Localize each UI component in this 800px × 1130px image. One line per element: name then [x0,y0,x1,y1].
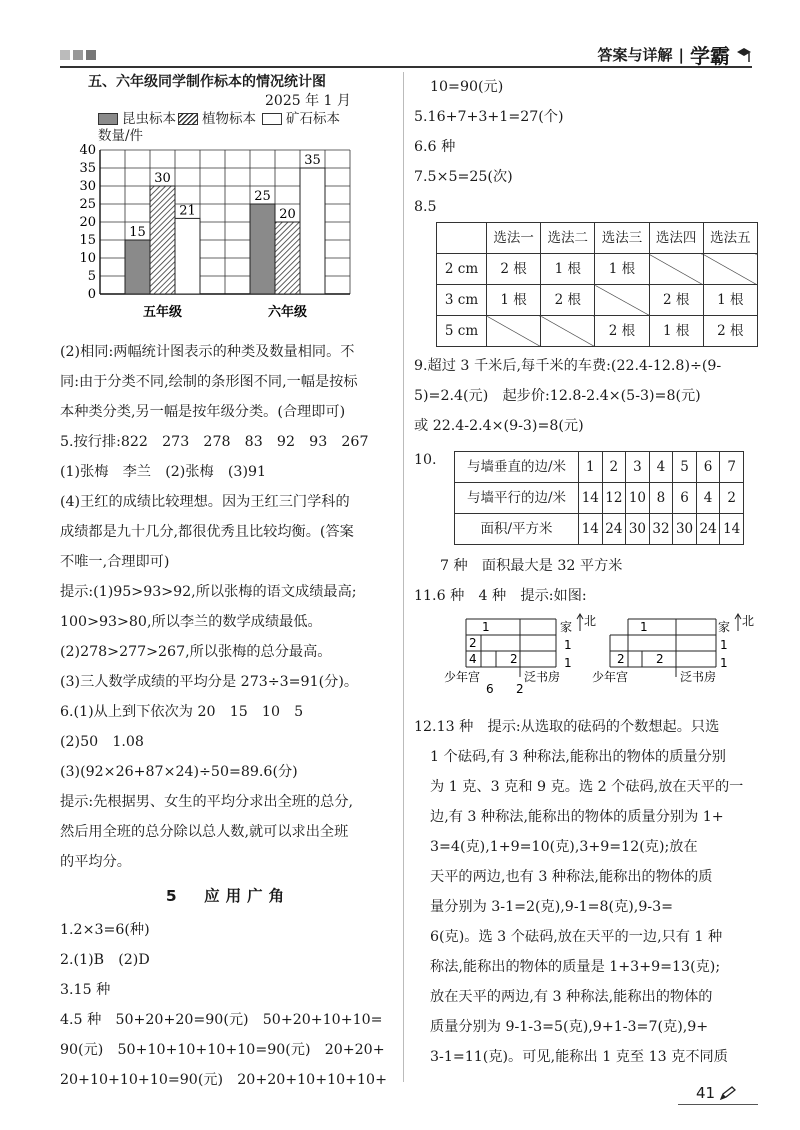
table-cell: 选法一 [487,223,541,254]
text-line: (1)张梅 李兰 (2)张梅 (3)91 [60,464,267,480]
text-line: (3)三人数学成绩的平均分是 273÷3=91(分)。 [60,674,359,690]
page-header [598,40,753,69]
table-cell: 与墙平行的边/米 [455,483,579,514]
route-num: 4 [469,652,477,666]
route-num: 1 [720,638,728,652]
route-num: 1 [640,620,648,634]
text-line: (2)50 1.08 [60,734,144,750]
hint-line: 提示:(1)95>93>92,所以张梅的语文成绩最高; [60,584,357,600]
route-num: 2 [656,652,664,666]
legend-insect: 昆虫标本 [122,111,176,127]
route-diagram-left [466,619,556,677]
left-answers-1 [60,337,396,877]
pencil-icon [719,1085,737,1101]
route-num: 2 [510,652,518,666]
page-number [696,1084,737,1102]
header-brand: 学霸 [690,44,730,68]
text-line: 边,有 3 种称法,能称出的物体的质量分别为 1+ [430,809,724,825]
data-label: 21 [179,203,196,219]
left-column [60,72,396,1095]
route-diagrams [414,611,758,697]
text-line: 20+10+10+10=90(元) 20+20+10+10+10+ [60,1072,387,1088]
table-cell: 5 [673,452,697,483]
north-label: 北 [742,614,755,628]
bar [175,218,200,294]
table-cell: 7 [720,452,744,483]
text-line: 5.按行排:822 273 278 83 92 93 267 [60,434,369,450]
legend-swatch-mineral [262,113,282,125]
y-tick-label: 0 [87,287,96,302]
text-line: 同:由于分类不同,绘制的条形图不同,一幅是按标 [60,374,358,390]
table-cell: 1 [579,452,603,483]
graduation-cap-icon [736,46,752,64]
table-cell: 选法五 [703,223,757,254]
table-cell: 6 [696,452,720,483]
text-line: 5.16+7+3+1=27(个) [414,109,564,125]
route-num: 1 [564,656,572,670]
home-label: 家 [560,620,573,634]
table-cell: 1 根 [541,254,595,285]
north-arrow-icon [577,614,583,631]
table-cell: 4 [696,483,720,514]
table-cell: 1 根 [703,285,757,316]
text-line: 7.5×5=25(次) [414,169,513,185]
text-line: 1 个砝码,有 3 种称法,能称出的物体的质量分别 [430,749,726,765]
text-line: 9.超过 3 千米后,每千米的车费:(22.4-12.8)÷(9- [414,358,722,374]
table-cell-empty [649,254,703,285]
text-line: 的平均分。 [60,854,131,870]
table-cell: 2 根 [703,316,757,347]
right-column [414,72,758,1072]
bar [125,240,150,294]
table-cell-empty [595,285,649,316]
route-num: 6 [486,682,494,696]
text-line: 6.(1)从上到下依次为 20 15 10 5 [60,704,304,720]
route-diagram-right [610,619,716,677]
text-line: 11.6 种 4 种 提示:如图: [414,588,587,604]
table-cell: 30 [673,514,697,545]
text-line: 10=90(元) [430,79,504,95]
text-line: 称法,能称出的物体的质量是 1+3+9=13(克); [430,959,721,975]
table-cell: 4 [649,452,673,483]
page-number-text: 41 [696,1084,716,1102]
route-num: 2 [617,652,625,666]
table-cell: 2 根 [649,285,703,316]
data-label: 20 [279,207,296,222]
table-row [437,285,758,316]
table-cell: 选法二 [541,223,595,254]
x-tick-label: 五年级 [142,305,183,320]
table-cell: 14 [720,514,744,545]
text-line: 8.5 [414,199,437,215]
text-line: (2)相同:两幅统计图表示的种类及数量相同。不 [60,344,355,360]
text-line: 3.15 种 [60,982,111,998]
table-cell-empty [541,316,595,347]
text-line: 3=4(克),1+9=10(克),3+9=12(克);放在 [430,839,698,855]
table-cell: 选法三 [595,223,649,254]
question-number: 10. [414,452,437,468]
y-tick-label: 20 [79,215,96,230]
bar [250,204,275,294]
legend-plant: 植物标本 [202,111,256,127]
table-cell: 10 [626,483,650,514]
wall-table [454,451,744,545]
table-cell: 12 [602,483,626,514]
bar-chart [60,144,396,324]
y-tick-label: 5 [87,269,96,284]
table-row [437,316,758,347]
y-tick-label: 40 [79,144,96,158]
question-10 [414,445,758,545]
table-row [455,483,744,514]
text-line: 4.5 种 50+20+20=90(元) 50+20+10+10= [60,1012,383,1028]
text-line: 或 22.4-2.4×(9-3)=8(元) [414,418,584,434]
section-title: 5 应用广角 [165,887,291,905]
table-row [455,452,744,483]
table-cell: 2 根 [595,316,649,347]
text-line: 成绩都是九十几分,都很优秀且比较均衡。(答案 [60,524,354,540]
bar [275,222,300,294]
table-row [455,514,744,545]
bar [300,168,325,294]
text-line: 2.(1)B (2)D [60,952,150,968]
text-line: 放在天平的两边,有 3 种称法,能称出的物体的 [430,989,713,1005]
header-section: 答案与详解 [597,46,673,64]
text-line: 5)=2.4(元) 起步价:12.8-2.4×(5-3)=8(元) [414,388,701,404]
footer-rule [678,1104,758,1105]
route-num: 2 [469,636,477,650]
text-line: (4)王红的成绩比较理想。因为王红三门学科的 [60,494,350,510]
table-row [437,254,758,285]
text-line: 然后用全班的总分除以总人数,就可以求出全班 [60,824,349,840]
text-line: 不唯一,合理即可) [60,554,170,570]
selection-table [436,222,758,347]
text-line: 12.13 种 提示:从选取的砝码的个数想起。只选 [414,719,720,735]
home-label: 家 [718,620,731,634]
route-num: 1 [482,620,490,634]
y-tick-label: 30 [79,179,96,194]
left-answers-2 [60,915,396,1095]
table-cell: 8 [649,483,673,514]
text-line: 7 种 面积最大是 32 平方米 [440,558,623,574]
hint-line: 提示:先根据男、女生的平均分求出全班的总分, [60,794,354,810]
text-line: 90(元) 50+10+10+10+10=90(元) 20+20+ [60,1042,385,1058]
table-cell: 1 根 [649,316,703,347]
table-cell: 1 根 [487,285,541,316]
table-cell-empty [703,254,757,285]
y-tick-label: 25 [79,197,96,212]
text-line: 本种类分类,另一幅是按年级分类。(合理即可) [60,404,346,420]
bar [150,186,175,294]
data-label: 25 [254,189,271,204]
table-cell: 2 根 [487,254,541,285]
library-label: 泛书房 [680,670,717,684]
header-rule [60,66,752,68]
text-line: 3-1=11(克)。可见,能称出 1 克至 13 克不同质 [430,1049,728,1065]
text-line: 质量分别为 9-1-3=5(克),9+1-3=7(克),9+ [430,1019,709,1035]
text-line: 量分别为 3-1=2(克),9-1=8(克),9-3= [430,899,674,915]
table-cell: 2 根 [541,285,595,316]
table-cell: 32 [649,514,673,545]
y-tick-label: 10 [79,251,96,266]
table-cell: 5 cm [437,316,487,347]
header-divider: | [678,45,684,64]
table-cell: 14 [579,514,603,545]
table-cell: 2 cm [437,254,487,285]
route-num: 1 [720,656,728,670]
legend-swatch-insect [98,113,118,125]
table-cell: 3 [626,452,650,483]
column-divider [403,72,404,1082]
text-line: 1.2×3=6(种) [60,922,150,938]
palace-label: 少年宫 [444,670,481,684]
table-cell: 30 [626,514,650,545]
y-tick-label: 35 [79,161,96,176]
table-cell [437,223,487,254]
chart-date: 2025 年 1 月 [265,93,351,109]
data-label: 35 [304,153,321,168]
table-cell: 1 根 [595,254,649,285]
table-cell: 2 [602,452,626,483]
text-line: 100>93>80,所以李兰的数学成绩最低。 [60,614,322,630]
legend-mineral: 矿石标本 [286,111,340,127]
data-label: 15 [129,225,146,240]
north-arrow-icon [735,614,741,631]
table-cell: 3 cm [437,285,487,316]
text-line: 6.6 种 [414,139,456,155]
table-cell: 6 [673,483,697,514]
chart-title: 五、六年级同学制作标本的情况统计图 [88,74,326,90]
header-decoration [60,50,96,60]
library-label: 泛书房 [524,670,561,684]
table-cell: 面积/平方米 [455,514,579,545]
table-row [437,223,758,254]
text-line: (3)(92×26+87×24)÷50=89.6(分) [60,764,298,780]
table-cell: 24 [696,514,720,545]
table-cell: 24 [602,514,626,545]
x-tick-label: 六年级 [267,305,308,320]
text-line: 天平的两边,也有 3 种称法,能称出的物体的质 [430,869,713,885]
legend-swatch-plant [178,113,198,125]
table-cell: 选法四 [649,223,703,254]
chart-legend [98,110,396,128]
table-cell: 2 [720,483,744,514]
palace-label: 少年宫 [592,670,629,684]
route-num: 1 [564,638,572,652]
route-num: 2 [516,682,524,696]
text-line: (2)278>277>267,所以张梅的总分最高。 [60,644,332,660]
answer-12 [414,712,758,1072]
y-tick-label: 15 [79,233,96,248]
chart-ylabel: 数量/件 [98,128,144,144]
table-cell: 与墙垂直的边/米 [455,452,579,483]
text-line: 为 1 克、3 克和 9 克。选 2 个砝码,放在天平的一 [430,779,744,795]
text-line: 6(克)。选 3 个砝码,放在天平的一边,只有 1 种 [430,929,723,945]
north-label: 北 [584,614,597,628]
data-label: 30 [154,171,171,186]
table-cell: 14 [579,483,603,514]
table-cell-empty [487,316,541,347]
